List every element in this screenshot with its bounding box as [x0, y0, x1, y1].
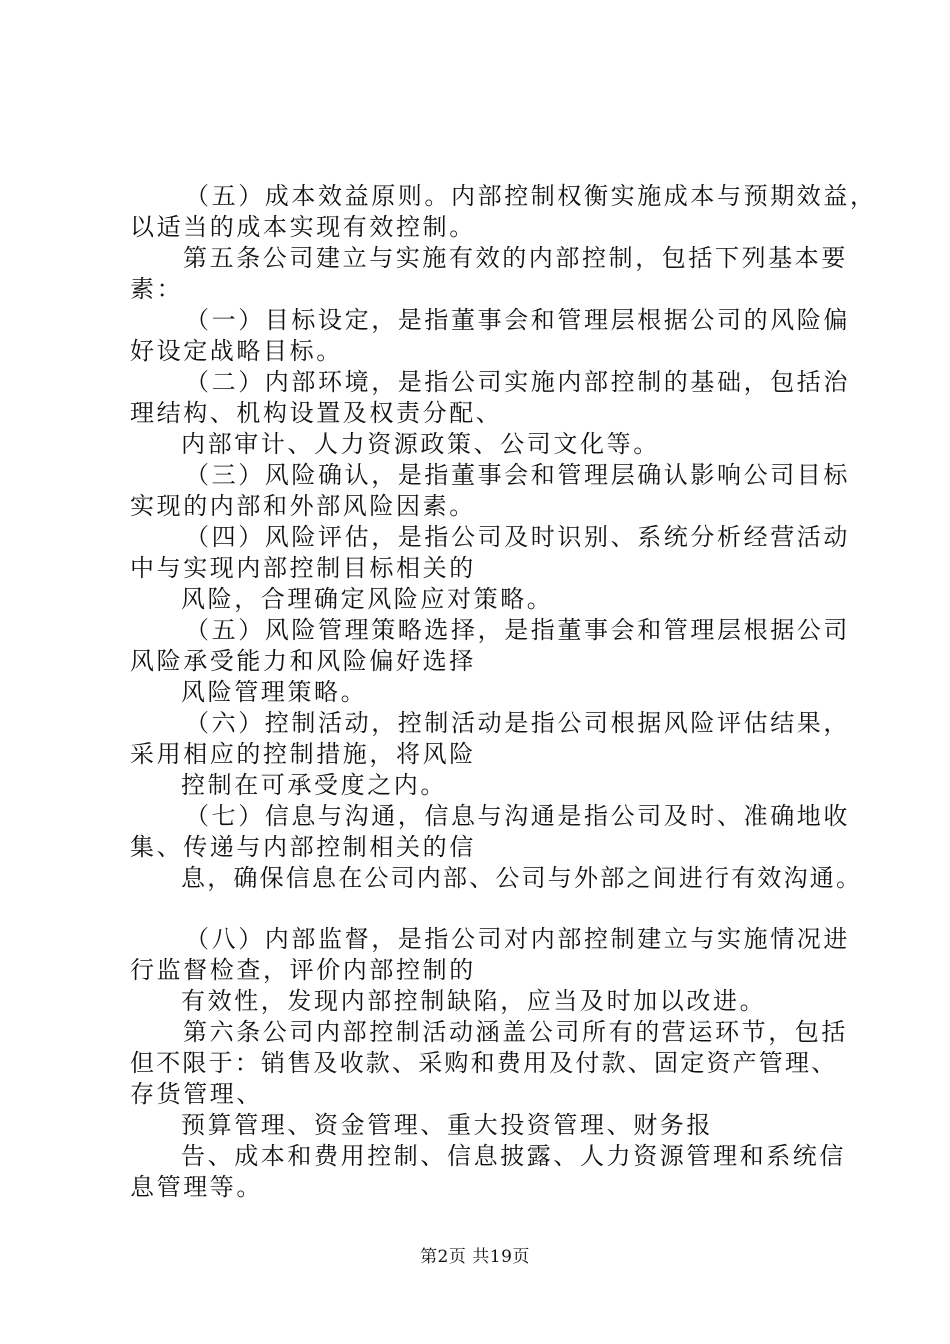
- page-number: 第2页 共19页: [420, 1247, 530, 1267]
- text-line: （六）控制活动，控制活动是指公司根据风险评估结果，: [185, 709, 850, 737]
- text-line: 有效性，发现内部控制缺陷，应当及时加以改进。: [181, 987, 767, 1015]
- text-line: 行监督检查，评价内部控制的: [130, 956, 476, 984]
- text-line: （八）内部监督，是指公司对内部控制建立与实施情况进: [185, 925, 850, 953]
- text-line: 第六条公司内部控制活动涵盖公司所有的营运环节，包括: [183, 1018, 848, 1046]
- text-line: 内部审计、人力资源政策、公司文化等。: [181, 430, 660, 458]
- text-line: 息，确保信息在公司内部、公司与外部之间进行有效沟通。: [181, 864, 863, 892]
- text-line: 但不限于：销售及收款、采购和费用及付款、固定资产管理、: [130, 1049, 838, 1077]
- text-line: （五）成本效益原则。内部控制权衡实施成本与预期效益，: [185, 182, 877, 210]
- text-line: 第五条公司建立与实施有效的内部控制，包括下列基本要: [183, 244, 848, 272]
- text-line: 理结构、机构设置及权责分配、: [130, 399, 503, 427]
- text-line: （三）风险确认，是指董事会和管理层确认影响公司目标: [185, 461, 850, 489]
- text-line: （五）风险管理策略选择，是指董事会和管理层根据公司: [185, 616, 850, 644]
- text-line: 风险管理策略。: [181, 678, 368, 706]
- text-line: 以适当的成本实现有效控制。: [130, 213, 476, 241]
- text-line: 实现的内部和外部风险因素。: [130, 492, 476, 520]
- text-line: 采用相应的控制措施，将风险: [130, 740, 476, 768]
- text-line: 息管理等。: [130, 1173, 263, 1201]
- text-line: 告、成本和费用控制、信息披露、人力资源管理和系统信: [181, 1142, 846, 1170]
- text-line: 控制在可承受度之内。: [181, 771, 447, 799]
- text-line: 素：: [130, 275, 184, 303]
- text-line: 预算管理、资金管理、重大投资管理、财务报: [181, 1111, 713, 1139]
- text-line: 风险，合理确定风险应对策略。: [181, 585, 554, 613]
- text-line: 风险承受能力和风险偏好选择: [130, 647, 476, 675]
- text-line: 中与实现内部控制目标相关的: [130, 554, 476, 582]
- text-line: （四）风险评估，是指公司及时识别、系统分析经营活动: [185, 523, 850, 551]
- text-line: （七）信息与沟通，信息与沟通是指公司及时、准确地收: [185, 802, 850, 830]
- text-line: 集、传递与内部控制相关的信: [130, 833, 476, 861]
- text-line: 好设定战略目标。: [130, 337, 343, 365]
- text-line: 存货管理、: [130, 1080, 263, 1108]
- text-line: （二）内部环境，是指公司实施内部控制的基础，包括治: [185, 368, 850, 396]
- text-line: （一）目标设定，是指董事会和管理层根据公司的风险偏: [185, 306, 850, 334]
